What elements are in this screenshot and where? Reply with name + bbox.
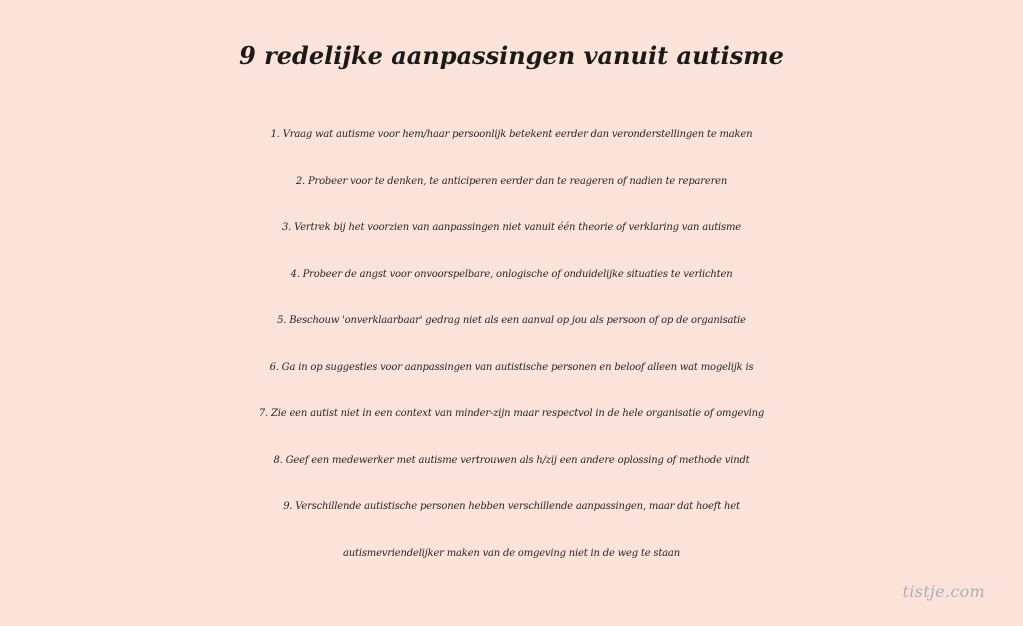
list-item-6: 6. Ga in op suggesties voor aanpassingen van autistische personen en beloof alleen wat mogelijk is <box>269 361 754 373</box>
list-item-9 <box>0 484 1023 577</box>
list-item-2: 2. Probeer voor te denken, te anticiperen eerder dan te reageren of nadien te repareren <box>295 175 728 187</box>
watermark: tistje.com <box>902 582 985 601</box>
list-item-3: 3. Vertrek bij het voorzien van aanpassingen niet vanuit één theorie of verklaring van autisme <box>281 222 741 233</box>
list-item-5: 5. Beschouw 'onverklaarbaar' gedrag niet als een aanval op jou als persoon of op de organisatie <box>277 315 746 326</box>
list-item-4: 4. Probeer de angst voor onvoorspelbare, onlogische of onduidelijke situaties te verlichten <box>290 268 733 280</box>
list-item-9-line-2: autismevriendelijker maken van de omgeving niet in de weg te staan <box>343 547 680 559</box>
page-title: 9 redelijke aanpassingen vanuit autisme <box>239 41 784 70</box>
list-item-7: 7. Zie een autist niet in een context van minder-zijn maar respectvol in de hele organisatie of omgeving <box>258 408 765 419</box>
adjustments-list <box>0 112 1023 577</box>
list-item-1: 1. Vraag wat autisme voor hem/haar persoonlijk betekent eerder dan veronderstellingen te maken <box>270 129 753 140</box>
list-item-8: 8. Geef een medewerker met autisme vertrouwen als h/zij een andere oplossing of methode vindt <box>273 454 750 466</box>
list-item-9-line-1: 9. Verschillende autistische personen hebben verschillende aanpassingen, maar dat hoeft het <box>283 501 740 512</box>
